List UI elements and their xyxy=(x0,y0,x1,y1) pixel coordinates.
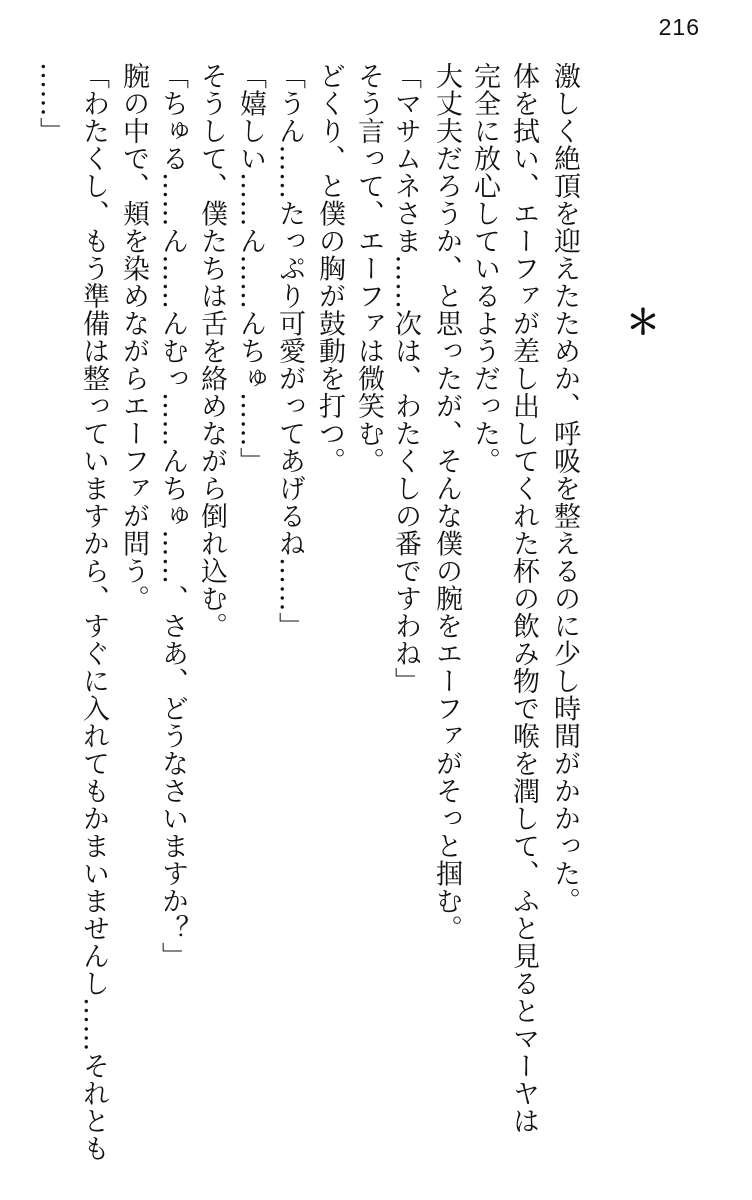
text-line-8: 「うん……たっぷり可愛がってあげるね……」 xyxy=(274,62,305,640)
text-line-3: 完全に放心しているようだった。 xyxy=(469,62,500,475)
text-line-14: ……」 xyxy=(35,62,66,145)
text-line-13: 「わたくし、もう準備は整っていますから、すぐに入れてもかまいませんし……それとも xyxy=(78,62,109,1162)
text-line-1: 激しく絶頂を迎えたためか、呼吸を整えるのに少し時間がかかった。 xyxy=(549,62,580,915)
text-line-7: どくり、と僕の胸が鼓動を打つ。 xyxy=(314,62,345,475)
text-line-10: そうして、僕たちは舌を絡めながら倒れ込む。 xyxy=(196,62,227,640)
text-line-11: 「ちゅる……ん……んむっ……んちゅ……、さあ、どうなさいますか？」 xyxy=(157,62,188,970)
text-line-5: 「マサムネさま……次は、わたくしの番ですわね」 xyxy=(390,62,421,695)
text-line-12: 腕の中で、頬を染めながらエーファが問う。 xyxy=(118,62,149,612)
text-line-2: 体を拭い、エーファが差し出してくれた杯の飲み物で喉を潤して、ふと見るとマーヤは xyxy=(508,62,539,1135)
page-number: 216 xyxy=(658,14,700,40)
text-line-4: 大丈夫だろうか、と思ったが、そんな僕の腕をエーファがそっと掴む。 xyxy=(431,62,462,942)
text-line-9: 「嬉しい……ん……んちゅ……」 xyxy=(235,62,266,475)
text-line-6: そう言って、エーファは微笑む。 xyxy=(353,62,384,475)
scene-break-asterisk: ＊ xyxy=(626,304,660,342)
